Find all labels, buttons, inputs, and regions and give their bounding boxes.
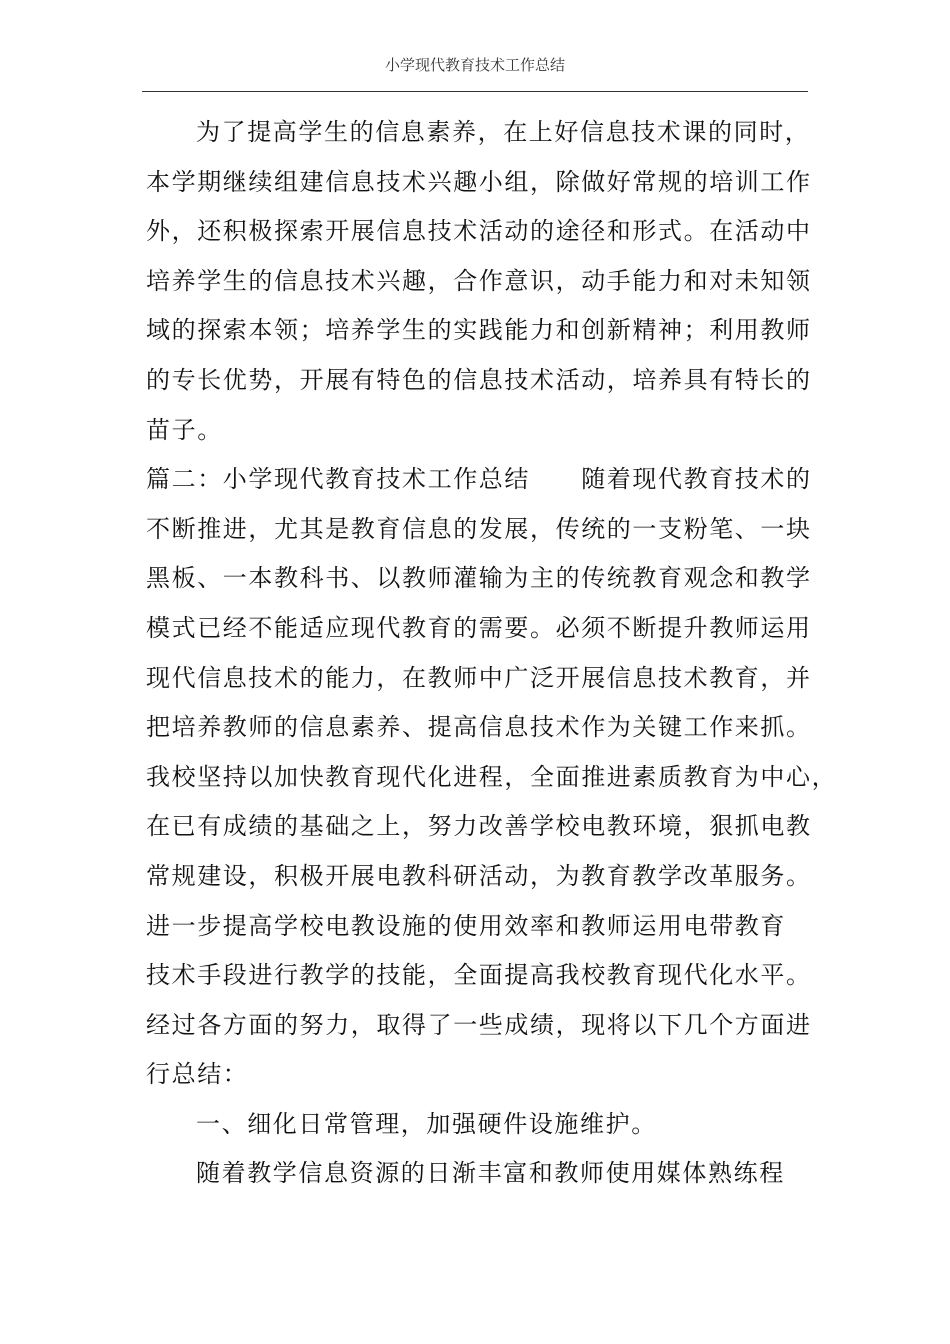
document-body (146, 108, 838, 1199)
paragraph-line: 模式已经不能适应现代教育的需要。必须不断提升教师运用 (146, 613, 812, 642)
paragraph-line: 现代信息技术的能力，在教师中广泛开展信息技术教育，并 (146, 663, 812, 692)
paragraph-line: 黑板、一本教科书、以教师灌输为主的传统教育观念和教学 (146, 564, 812, 593)
paragraph-line: 域的探索本领；培养学生的实践能力和创新精神；利用教师 (146, 316, 812, 345)
paragraph-line: 培养学生的信息技术兴趣，合作意识，动手能力和对未知领 (146, 266, 812, 295)
paragraph-line: 经过各方面的努力，取得了一些成绩，现将以下几个方面进 (146, 1010, 812, 1039)
paragraph-line: 把培养教师的信息素养、提高信息技术作为关键工作来抓。 (146, 713, 812, 742)
page-header (142, 54, 808, 92)
paragraph-line: 为了提高学生的信息素养，在上好信息技术课的同时， (196, 118, 811, 146)
paragraph-line: 随着教学信息资源的日渐丰富和教师使用媒体熟练程 (196, 1159, 785, 1188)
header-title: 小学现代教育技术工作总结 (384, 56, 565, 74)
paragraph-line: 常规建设，积极开展电教科研活动，为教育教学改革服务。 (146, 861, 812, 890)
section-heading-line: 篇二：小学现代教育技术工作总结 随着现代教育技术的 (146, 465, 812, 494)
paragraph-line: 技术手段进行教学的技能，全面提高我校教育现代化水平。 (146, 961, 812, 990)
paragraph-line: 在已有成绩的基础之上，努力改善学校电教环境，狠抓电教 (146, 812, 812, 841)
header-divider (142, 91, 808, 92)
paragraph-line: 不断推进，尤其是教育信息的发展，传统的一支粉笔、一块 (146, 514, 812, 543)
paragraph-line: 我校坚持以加快教育现代化进程，全面推进素质教育为中心， (146, 762, 838, 791)
paragraph-line: 苗子。 (146, 415, 223, 444)
paragraph-line: 进一步提高学校电教设施的使用效率和教师运用电带教育 (146, 911, 786, 940)
paragraph-line: 本学期继续组建信息技术兴趣小组，除做好常规的培训工作 (146, 167, 812, 196)
subheading-line: 一、细化日常管理，加强硬件设施维护。 (196, 1109, 657, 1138)
paragraph-line: 行总结： (146, 1060, 249, 1089)
paragraph-line: 的专长优势，开展有特色的信息技术活动，培养具有特长的 (146, 365, 812, 394)
paragraph-line: 外，还积极探索开展信息技术活动的途径和形式。在活动中 (146, 217, 812, 246)
